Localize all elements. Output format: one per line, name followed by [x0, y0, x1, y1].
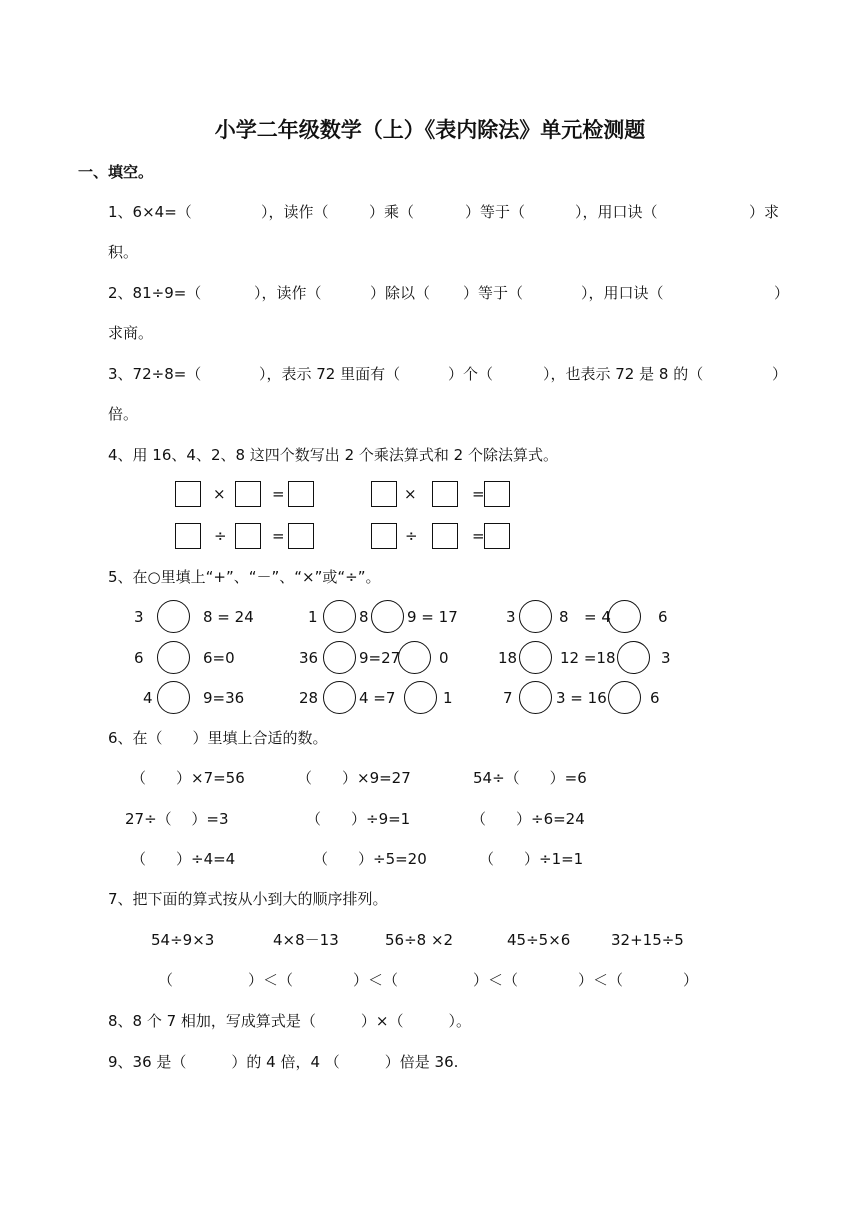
- answer-box[interactable]: [175, 523, 201, 549]
- q5-number: 3: [661, 649, 671, 667]
- q5-number: 1: [308, 608, 318, 626]
- q1-part-b: ），读作（: [261, 203, 329, 221]
- q2-part-d: ）等于（: [463, 284, 524, 302]
- q7-order-blanks[interactable]: （ ）＜（ ）＜（ ）＜（ ）＜（ ）: [158, 971, 699, 989]
- q5-number: 8 = 24: [203, 608, 254, 626]
- operator-circle[interactable]: [323, 681, 356, 714]
- q3-part-b: ），表示 72 里面有（: [259, 365, 401, 383]
- operator-circle[interactable]: [519, 641, 552, 674]
- q7-expression: 45÷5×6: [507, 931, 571, 949]
- operator-circle[interactable]: [323, 600, 356, 633]
- q1-part-a: 1、6×4=（: [108, 203, 192, 221]
- answer-box[interactable]: [288, 523, 314, 549]
- q6-item[interactable]: （ ）÷6=24: [471, 810, 585, 828]
- q5-number: 8: [359, 608, 369, 626]
- answer-box[interactable]: [288, 481, 314, 507]
- q6-instruction: 6、在（ ）里填上合适的数。: [108, 729, 328, 747]
- operator-circle[interactable]: [157, 600, 190, 633]
- q7-expression: 56÷8 ×2: [385, 931, 454, 949]
- section-heading-fill-blank: 一、填空。: [78, 163, 154, 181]
- q1-part-c: ）乘（: [369, 203, 415, 221]
- q5-number: 8: [559, 608, 569, 626]
- q6-item[interactable]: （ ）×9=27: [297, 769, 411, 787]
- operator-circle[interactable]: [404, 681, 437, 714]
- q3-part-c: ）个（: [448, 365, 494, 383]
- q5-number: 6: [650, 689, 660, 707]
- q5-number: 3: [506, 608, 516, 626]
- answer-box[interactable]: [432, 523, 458, 549]
- q4-instruction: 4、用 16、4、2、8 这四个数写出 2 个乘法算式和 2 个除法算式。: [108, 446, 558, 464]
- answer-box[interactable]: [484, 523, 510, 549]
- equals-sign: =: [272, 485, 285, 503]
- q6-item[interactable]: （ ）×7=56: [131, 769, 245, 787]
- q2-part-c: ）除以（: [370, 284, 431, 302]
- divide-sign: ÷: [405, 527, 418, 545]
- operator-circle[interactable]: [157, 681, 190, 714]
- q5-number: 4 =7: [359, 689, 396, 707]
- operator-circle[interactable]: [323, 641, 356, 674]
- operator-circle[interactable]: [157, 641, 190, 674]
- q7-expression: 54÷9×3: [151, 931, 215, 949]
- q7-expression: 4×8－13: [273, 931, 339, 949]
- q5-number: 6: [658, 608, 668, 626]
- q2-part-a: 2、81÷9=（: [108, 284, 202, 302]
- q5-number: 18: [498, 649, 518, 667]
- answer-box[interactable]: [175, 481, 201, 507]
- divide-sign: ÷: [214, 527, 227, 545]
- q1-part-e: ），用口诀（: [575, 203, 658, 221]
- answer-box[interactable]: [235, 523, 261, 549]
- q3-part-e: ）: [772, 365, 788, 383]
- q6-item[interactable]: （ ）÷4=4: [131, 850, 236, 868]
- q2-part-e: ），用口诀（: [581, 284, 664, 302]
- answer-box[interactable]: [432, 481, 458, 507]
- q5-number: 36: [299, 649, 319, 667]
- q5-instruction: 5、在○里填上“+”、“－”、“×”或“÷”。: [108, 568, 381, 586]
- q5-number: 9=36: [203, 689, 245, 707]
- q8-question: 8、8 个 7 相加，写成算式是（ ）×（ ）。: [108, 1012, 472, 1030]
- equals-sign: =: [472, 485, 485, 503]
- q5-number: 3: [134, 608, 144, 626]
- times-sign: ×: [213, 485, 226, 503]
- answer-box[interactable]: [371, 523, 397, 549]
- q5-number: 9=27: [359, 649, 401, 667]
- q6-item[interactable]: 27÷（ ）=3: [125, 810, 229, 828]
- q5-number: 3 = 16: [556, 689, 607, 707]
- operator-circle[interactable]: [371, 600, 404, 633]
- q1-part-g: 积。: [108, 243, 139, 261]
- q3-part-a: 3、72÷8=（: [108, 365, 202, 383]
- q3-part-d: ），也表示 72 是 8 的（: [543, 365, 704, 383]
- operator-circle[interactable]: [519, 681, 552, 714]
- q5-number: = 4: [584, 608, 611, 626]
- times-sign: ×: [404, 485, 417, 503]
- q5-number: 7: [503, 689, 513, 707]
- equals-sign: =: [472, 527, 485, 545]
- equals-sign: =: [272, 527, 285, 545]
- q6-item[interactable]: （ ）÷1=1: [479, 850, 584, 868]
- q1-part-d: ）等于（: [465, 203, 526, 221]
- q2-part-b: ），读作（: [254, 284, 322, 302]
- page-title: 小学二年级数学（上）《表内除法》单元检测题: [214, 118, 646, 142]
- q7-expression: 32+15÷5: [611, 931, 684, 949]
- q3-part-f: 倍。: [108, 405, 139, 423]
- operator-circle[interactable]: [519, 600, 552, 633]
- operator-circle[interactable]: [608, 681, 641, 714]
- answer-box[interactable]: [484, 481, 510, 507]
- q5-number: 4: [143, 689, 153, 707]
- answer-box[interactable]: [371, 481, 397, 507]
- q5-number: 9 = 17: [407, 608, 458, 626]
- q9-question: 9、36 是（ ）的 4 倍，4 （ ）倍是 36.: [108, 1053, 459, 1071]
- operator-circle[interactable]: [608, 600, 641, 633]
- q2-part-g: 求商。: [108, 324, 154, 342]
- q1-part-f: ）求: [749, 203, 780, 221]
- q5-number: 1: [443, 689, 453, 707]
- q6-item[interactable]: （ ）÷9=1: [306, 810, 411, 828]
- operator-circle[interactable]: [398, 641, 431, 674]
- q5-number: 12 =18: [560, 649, 616, 667]
- q5-number: 6: [134, 649, 144, 667]
- q5-number: 6=0: [203, 649, 235, 667]
- q6-item[interactable]: 54÷（ ）=6: [473, 769, 587, 787]
- q7-instruction: 7、把下面的算式按从小到大的顺序排列。: [108, 890, 388, 908]
- answer-box[interactable]: [235, 481, 261, 507]
- q5-number: 0: [439, 649, 449, 667]
- q5-number: 28: [299, 689, 319, 707]
- q6-item[interactable]: （ ）÷5=20: [313, 850, 427, 868]
- operator-circle[interactable]: [617, 641, 650, 674]
- q2-part-f: ）: [774, 284, 790, 302]
